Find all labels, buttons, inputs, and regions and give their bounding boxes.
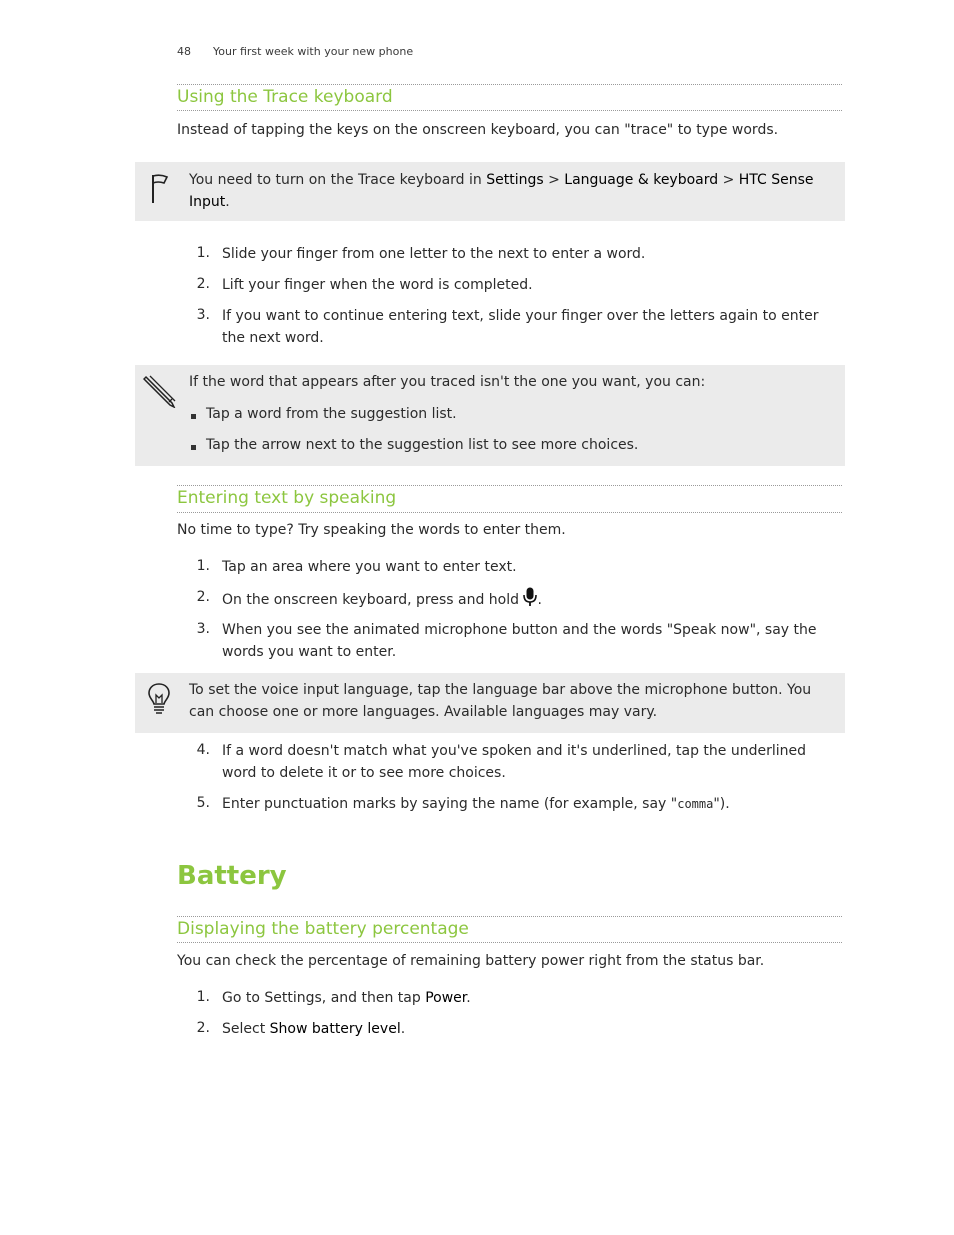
separator: > <box>718 172 739 188</box>
battery-intro: You can check the percentage of remaining battery power right from the status bar. <box>177 953 765 969</box>
step-number: 2. <box>196 276 210 292</box>
step-text-pre: Select <box>222 1021 270 1037</box>
section-rule-top <box>177 916 842 917</box>
step-text-post: "). <box>713 796 730 812</box>
step-text: Lift your finger when the word is completed. <box>222 277 533 293</box>
step-number: 1. <box>196 558 210 574</box>
ui-htc-sense-input: HTC Sense Input <box>189 172 814 210</box>
running-title: Your first week with your new phone <box>213 45 414 58</box>
step-text: If a word doesn't match what you've spoken and it's underlined, tap the underlined word to delete it or to see more choices. <box>222 743 807 781</box>
battery-heading: Displaying the battery percentage <box>177 919 469 939</box>
step-number: 2. <box>196 589 210 605</box>
tip-box <box>135 365 845 466</box>
trace-heading: Using the Trace keyboard <box>177 87 393 107</box>
step-text <box>222 587 837 611</box>
step-text <box>222 793 837 815</box>
page-title: Battery <box>177 861 287 891</box>
step-text: If you want to continue entering text, slide your finger over the letters again to enter the next word. <box>222 308 819 346</box>
section-rule-bottom <box>177 110 842 111</box>
step-number: 4. <box>196 742 210 758</box>
tip-box <box>135 673 845 733</box>
step-number: 3. <box>196 621 210 637</box>
step-text: Slide your finger from one letter to the next to enter a word. <box>222 246 646 262</box>
step-text-pre: Enter punctuation marks by saying the name (for example, say " <box>222 796 678 812</box>
pencil-icon <box>143 374 177 408</box>
step-text-suffix: . <box>537 592 542 608</box>
page-number: 48 <box>177 45 191 58</box>
lightbulb-icon <box>148 682 170 716</box>
step-text-post: . <box>400 1021 406 1037</box>
ui-show-battery-level: Show battery level <box>269 1021 401 1037</box>
trace-intro: Instead of tapping the keys on the onscreen keyboard, you can "trace" to type words. <box>177 122 779 138</box>
bullet-icon <box>191 445 196 450</box>
note-text <box>189 169 834 213</box>
tip-text: To set the voice input language, tap the language bar above the microphone button. You can choose one or more languages. Available languages may vary. <box>189 682 812 720</box>
speaking-intro: No time to type? Try speaking the words to enter them. <box>177 522 566 538</box>
step-number: 3. <box>196 307 210 323</box>
step-text-pre: Go to Settings, and then tap <box>222 990 426 1006</box>
step-number: 1. <box>196 989 210 1005</box>
tip-text: If the word that appears after you traced isn't the one you want, you can: <box>189 374 706 390</box>
section-rule-top <box>177 485 842 486</box>
tip-bullet: Tap a word from the suggestion list. <box>206 406 457 422</box>
step-text <box>222 1018 837 1040</box>
note-box <box>135 162 845 221</box>
bullet-icon <box>191 414 196 419</box>
tip-bullet: Tap the arrow next to the suggestion list to see more choices. <box>206 437 639 453</box>
step-number: 5. <box>196 795 210 811</box>
note-text-pre: You need to turn on the Trace keyboard in <box>189 172 487 188</box>
step-text <box>222 987 837 1009</box>
code-comma: comma <box>677 797 714 811</box>
ui-settings: Settings <box>486 172 544 188</box>
flag-icon <box>150 173 170 205</box>
ui-power: Power <box>425 990 467 1006</box>
step-text-post: . <box>466 990 471 1006</box>
step-text-main: On the onscreen keyboard, press and hold <box>222 592 520 608</box>
ui-language-keyboard: Language & keyboard <box>564 172 719 188</box>
step-number: 2. <box>196 1020 210 1036</box>
step-text: Tap an area where you want to enter text. <box>222 559 517 575</box>
section-rule-top <box>177 84 842 85</box>
section-rule-bottom <box>177 512 842 513</box>
speaking-heading: Entering text by speaking <box>177 488 397 508</box>
step-number: 1. <box>196 245 210 261</box>
microphone-icon <box>523 587 537 607</box>
section-rule-bottom <box>177 942 842 943</box>
separator: > <box>543 172 565 188</box>
note-text-end: . <box>225 194 230 210</box>
step-text: When you see the animated microphone button and the words "Speak now", say the words you want to enter. <box>222 622 817 660</box>
